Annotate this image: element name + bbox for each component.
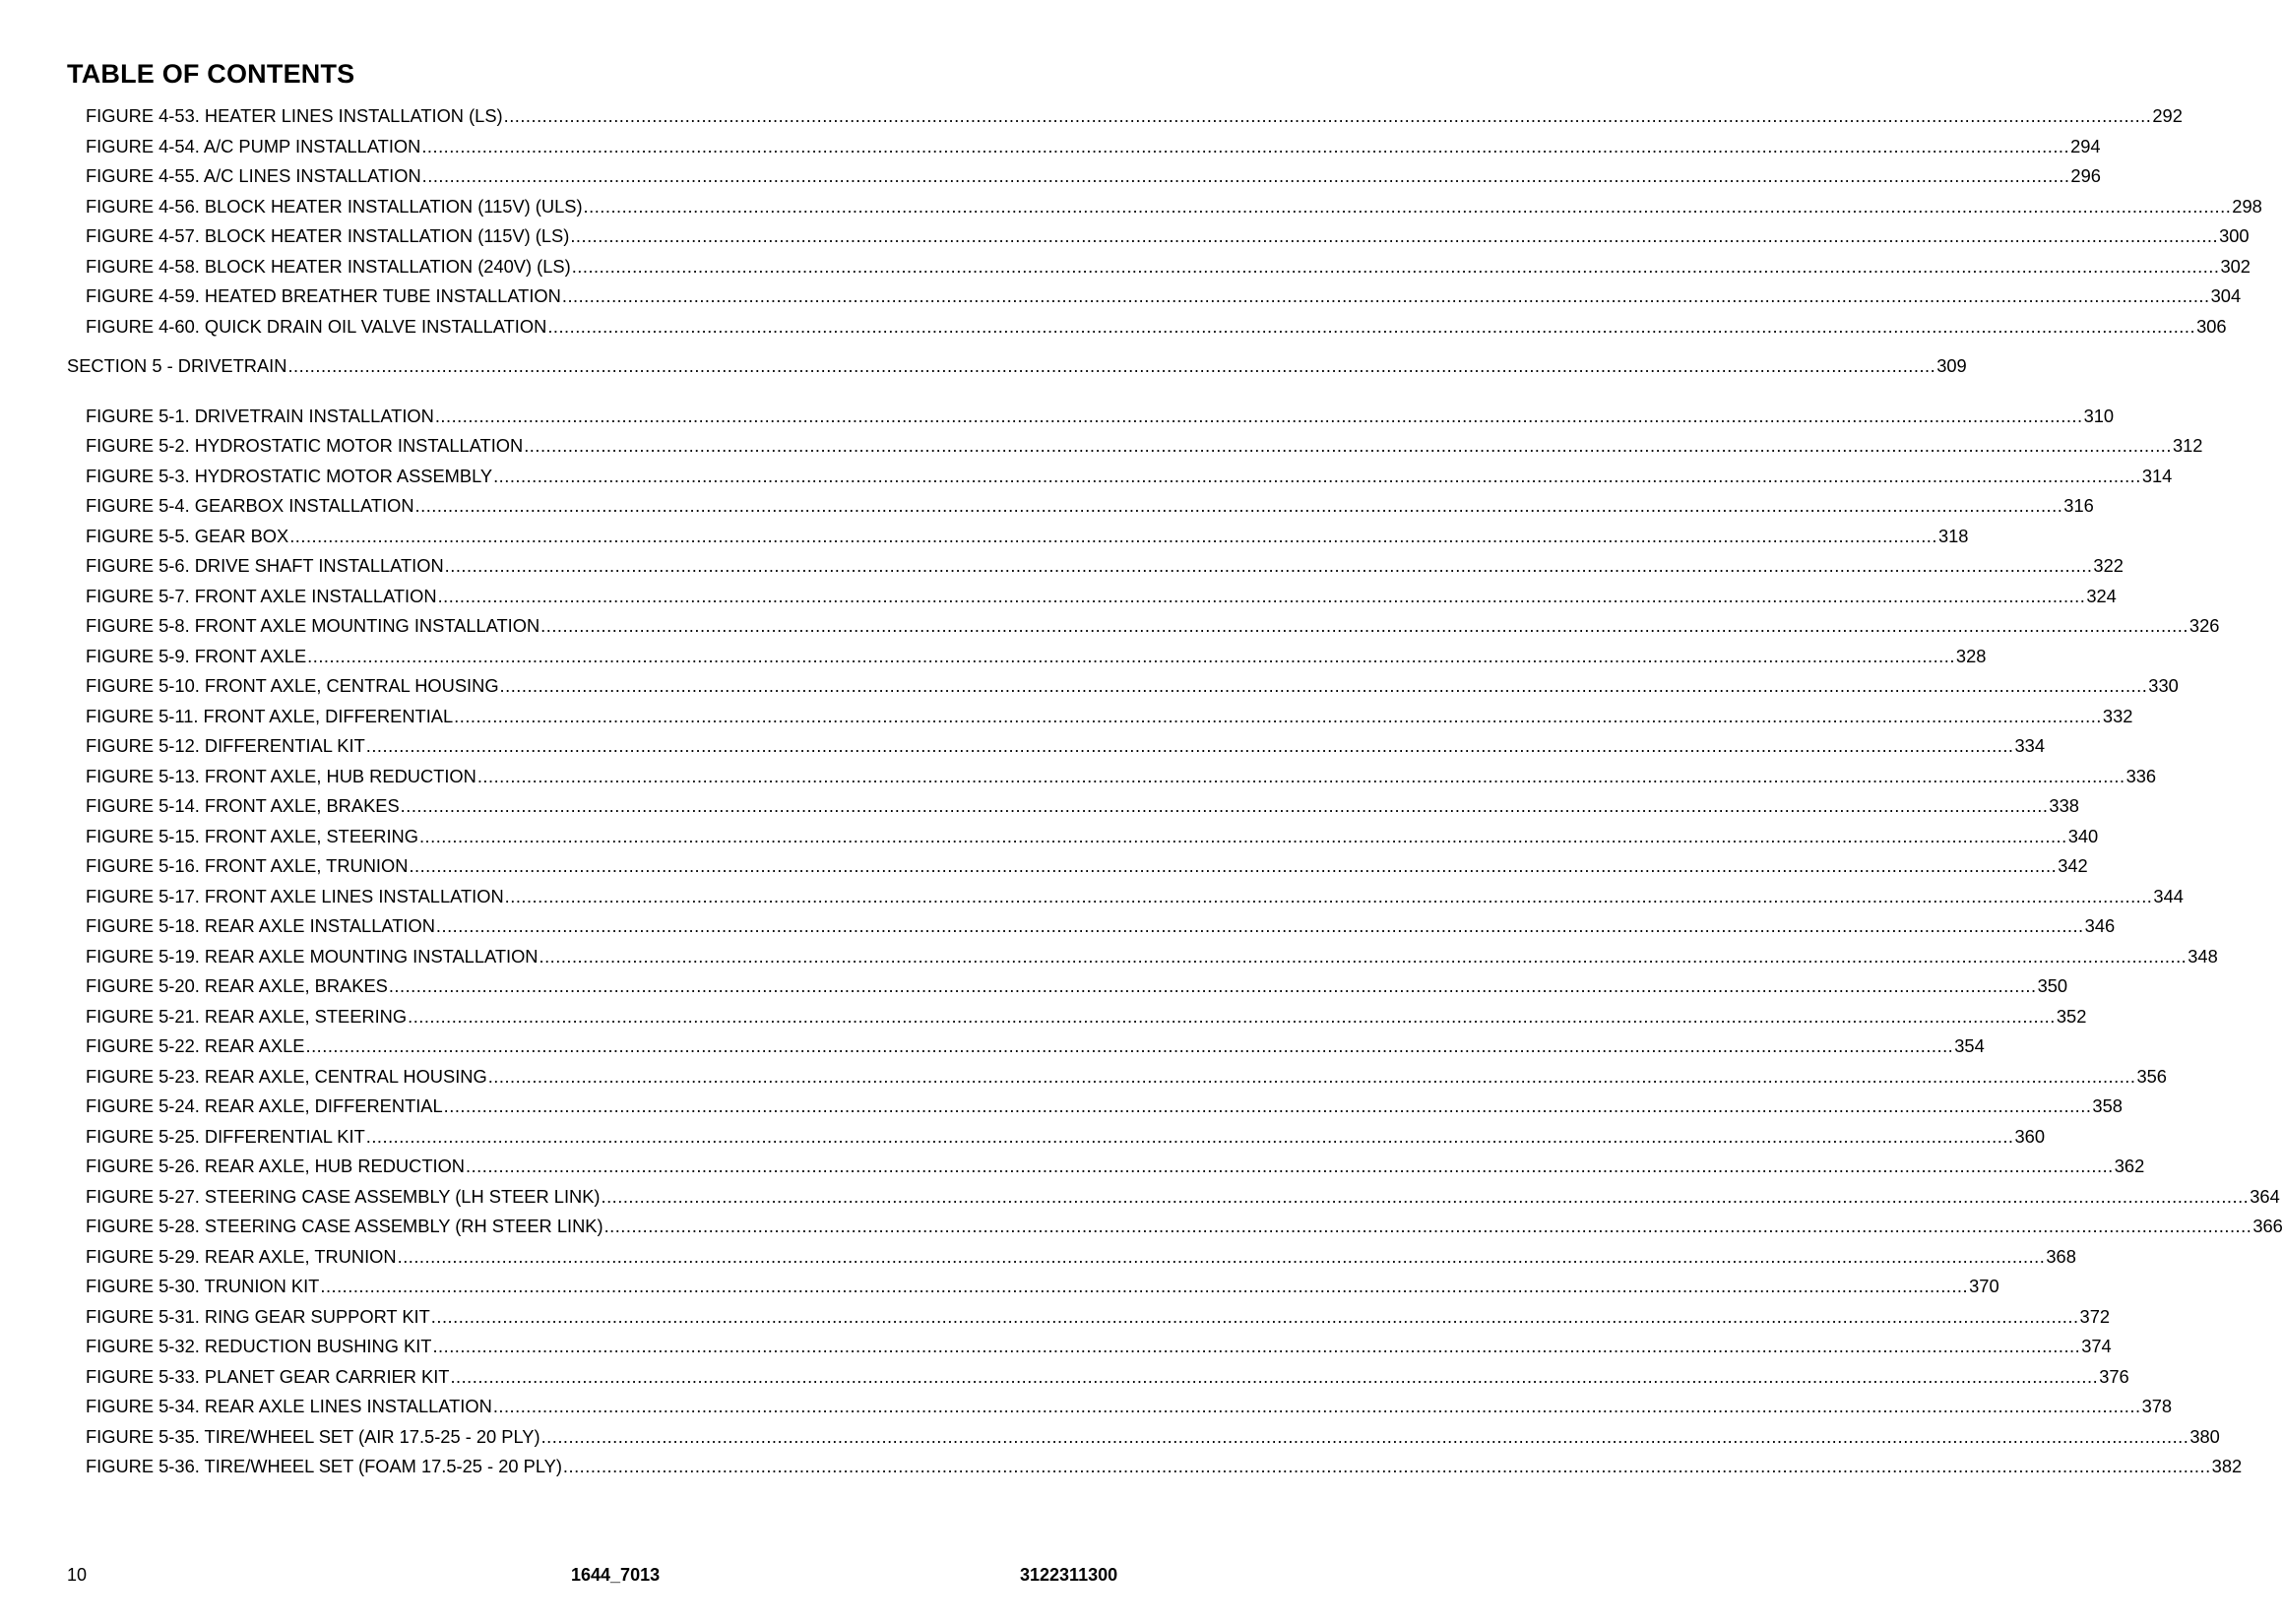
toc-dot-leader: ............................................................................................................................................................................................................................................................................................................ (540, 615, 2188, 636)
toc-entry-page: 309 (1936, 355, 1967, 376)
toc-figure-entry[interactable] (86, 645, 1987, 667)
toc-dot-leader: ............................................................................................................................................................................................................................................................................................................ (437, 585, 2086, 606)
toc-entry-label: FIGURE 5-8. FRONT AXLE MOUNTING INSTALLATION (86, 615, 540, 636)
toc-entry-label: FIGURE 5-2. HYDROSTATIC MOTOR INSTALLATION (86, 435, 524, 456)
toc-dot-leader: ............................................................................................................................................................................................................................................................................................................ (571, 255, 2220, 277)
toc-dot-leader: ............................................................................................................................................................................................................................................................................................................ (493, 465, 2141, 486)
toc-entry-page: 374 (2081, 1336, 2112, 1356)
toc-entry-page: 376 (2099, 1365, 2129, 1387)
toc-dot-leader: ............................................................................................................................................................................................................................................................................................................ (454, 705, 2102, 726)
toc-figure-entry[interactable] (86, 225, 2250, 247)
toc-entry-label: FIGURE 5-4. GEARBOX INSTALLATION (86, 495, 414, 516)
toc-entry-label: FIGURE 5-34. REAR AXLE LINES INSTALLATION (86, 1396, 492, 1416)
toc-entry-label: FIGURE 5-1. DRIVETRAIN INSTALLATION (86, 405, 434, 426)
toc-entry-page: 368 (2046, 1245, 2076, 1267)
toc-entry-page: 350 (2037, 975, 2068, 996)
toc-dot-leader: ............................................................................................................................................................................................................................................................................................................ (421, 135, 2070, 156)
toc-dot-leader: ............................................................................................................................................................................................................................................................................................................ (570, 225, 2219, 246)
toc-dot-leader: ............................................................................................................................................................................................................................................................................................................ (603, 1216, 2252, 1236)
toc-dot-leader: ............................................................................................................................................................................................................................................................................................................ (503, 105, 2152, 126)
toc-figure-entry[interactable] (86, 495, 2094, 517)
toc-entry-page: 304 (2210, 285, 2242, 306)
toc-entry-page: 292 (2152, 105, 2183, 126)
toc-dot-leader: ............................................................................................................................................................................................................................................................................................................ (307, 645, 1955, 666)
toc-dot-leader: ............................................................................................................................................................................................................................................................................................................ (539, 945, 2188, 967)
toc-figure-entry[interactable] (86, 1336, 2112, 1357)
toc-dot-leader: ............................................................................................................................................................................................................................................................................................................ (408, 1005, 2056, 1027)
toc-dot-leader: ............................................................................................................................................................................................................................................................................................................ (418, 825, 2067, 846)
toc-entry-page: 348 (2188, 945, 2218, 967)
toc-entry-page: 322 (2093, 555, 2124, 576)
toc-dot-leader: ............................................................................................................................................................................................................................................................................................................ (320, 1276, 1969, 1296)
toc-dot-leader: ............................................................................................................................................................................................................................................................................................................ (540, 1425, 2189, 1447)
toc-entry-page: 382 (2211, 1456, 2243, 1476)
toc-section-entry[interactable] (67, 355, 1967, 377)
footer-part-number: 3122311300 (1020, 1565, 1118, 1585)
toc-dot-leader: ............................................................................................................................................................................................................................................................................................................ (562, 1456, 2211, 1476)
toc-figure-entry[interactable] (86, 1216, 2283, 1237)
toc-figure-entry[interactable] (86, 255, 2251, 278)
toc-entry-label: FIGURE 5-10. FRONT AXLE, CENTRAL HOUSING (86, 675, 499, 696)
toc-entry-page: 340 (2067, 825, 2099, 846)
toc-entry-label: FIGURE 5-14. FRONT AXLE, BRAKES (86, 795, 400, 816)
footer-doc-code: 1644_7013 (571, 1565, 661, 1585)
toc-dot-leader: ............................................................................................................................................................................................................................................................................................................ (421, 165, 2070, 186)
toc-dot-leader: ............................................................................................................................................................................................................................................................................................................ (365, 735, 2014, 756)
toc-entry-page: 358 (2092, 1095, 2123, 1116)
toc-figure-entry[interactable] (86, 615, 2220, 637)
toc-entry-label: FIGURE 5-15. FRONT AXLE, STEERING (86, 825, 418, 846)
toc-entry-label: FIGURE 4-55. A/C LINES INSTALLATION (86, 165, 421, 186)
toc-entry-page: 326 (2188, 615, 2220, 636)
toc-figure-entry[interactable] (86, 915, 2116, 937)
toc-entry-label: FIGURE 5-19. REAR AXLE MOUNTING INSTALLATION (86, 945, 539, 967)
toc-entry-page: 342 (2058, 855, 2088, 876)
toc-entry-page: 372 (2079, 1305, 2111, 1327)
toc-entry-label: FIGURE 5-3. HYDROSTATIC MOTOR ASSEMBLY (86, 465, 493, 486)
toc-entry-page: 310 (2083, 405, 2115, 426)
toc-entry-label: FIGURE 5-29. REAR AXLE, TRUNION (86, 1245, 397, 1267)
page-title: TABLE OF CONTENTS (67, 59, 355, 89)
toc-entry-page: 324 (2086, 585, 2117, 606)
toc-entry-label: FIGURE 5-7. FRONT AXLE INSTALLATION (86, 585, 437, 606)
toc-dot-leader: ............................................................................................................................................................................................................................................................................................................ (430, 1305, 2079, 1327)
toc-entry-page: 336 (2125, 765, 2157, 786)
toc-entry-page: 316 (2063, 495, 2094, 516)
toc-entry-label: FIGURE 5-35. TIRE/WHEEL SET (AIR 17.5-25 - 20 PLY) (86, 1425, 540, 1447)
toc-figure-entry[interactable] (86, 585, 2117, 607)
toc-figure-entry[interactable] (86, 1185, 2280, 1208)
toc-entry-page: 378 (2141, 1396, 2173, 1416)
toc-entry-page: 302 (2220, 255, 2251, 277)
toc-entry-page: 300 (2219, 225, 2250, 246)
toc-figure-entry[interactable] (86, 795, 2079, 817)
toc-entry-page: 298 (2232, 195, 2262, 217)
toc-figure-entry[interactable] (86, 1035, 1985, 1057)
toc-entry-page: 312 (2172, 435, 2203, 456)
toc-entry-label: FIGURE 5-9. FRONT AXLE (86, 645, 307, 666)
toc-entry-label: FIGURE 5-6. DRIVE SHAFT INSTALLATION (86, 555, 444, 576)
toc-entry-label: FIGURE 5-31. RING GEAR SUPPORT KIT (86, 1305, 430, 1327)
toc-dot-leader: ............................................................................................................................................................................................................................................................................................................ (499, 675, 2148, 696)
toc-entry-page: 366 (2252, 1216, 2283, 1236)
toc-dot-leader: ............................................................................................................................................................................................................................................................................................................ (434, 405, 2083, 426)
toc-dot-leader: ............................................................................................................................................................................................................................................................................................................ (561, 285, 2210, 306)
toc-figure-entry[interactable] (86, 1305, 2111, 1328)
toc-figure-entry[interactable] (86, 405, 2115, 427)
toc-figure-entry[interactable] (86, 885, 2184, 907)
toc-entry-page: 318 (1937, 525, 1969, 546)
toc-entry-page: 330 (2148, 675, 2179, 696)
toc-entry-label: FIGURE 5-12. DIFFERENTIAL KIT (86, 735, 365, 756)
toc-figure-entry[interactable] (86, 435, 2203, 457)
toc-entry-label: FIGURE 5-24. REAR AXLE, DIFFERENTIAL (86, 1095, 443, 1116)
toc-entry-label: FIGURE 5-17. FRONT AXLE LINES INSTALLATION (86, 885, 504, 906)
toc-figure-entry[interactable] (86, 1156, 2145, 1177)
toc-entry-page: 364 (2250, 1185, 2280, 1207)
toc-dot-leader: ............................................................................................................................................................................................................................................................................................................ (432, 1336, 2081, 1356)
toc-entry-page: 370 (1969, 1276, 1999, 1296)
toc-entry-label: FIGURE 5-5. GEAR BOX (86, 525, 289, 546)
toc-entry-page: 332 (2102, 705, 2133, 726)
toc-entry-label: FIGURE 4-59. HEATED BREATHER TUBE INSTALLATION (86, 285, 561, 306)
toc-figure-entry[interactable] (86, 465, 2173, 487)
toc-entry-label: FIGURE 5-23. REAR AXLE, CENTRAL HOUSING (86, 1065, 487, 1087)
toc-entry-label: FIGURE 4-60. QUICK DRAIN OIL VALVE INSTALLATION (86, 315, 547, 337)
toc-entry-page: 346 (2084, 915, 2116, 936)
toc-entry-page: 338 (2049, 795, 2079, 816)
toc-dot-leader: ............................................................................................................................................................................................................................................................................................................ (466, 1156, 2114, 1176)
toc-entry-label: SECTION 5 - DRIVETRAIN (67, 355, 287, 376)
toc-figure-entry[interactable] (86, 1276, 1999, 1297)
toc-figure-entry[interactable] (86, 285, 2242, 307)
toc-entry-label: FIGURE 5-22. REAR AXLE (86, 1035, 305, 1056)
footer-page-number: 10 (67, 1565, 88, 1585)
toc-figure-entry[interactable] (86, 1365, 2129, 1388)
toc-dot-leader: ............................................................................................................................................................................................................................................................................................................ (409, 855, 2058, 876)
toc-entry-label: FIGURE 5-25. DIFFERENTIAL KIT (86, 1125, 365, 1147)
toc-figure-entry[interactable] (86, 705, 2133, 727)
toc-entry-label: FIGURE 5-18. REAR AXLE INSTALLATION (86, 915, 435, 936)
toc-figure-entry[interactable] (86, 1095, 2123, 1117)
toc-dot-leader: ............................................................................................................................................................................................................................................................................................................ (388, 975, 2037, 996)
toc-entry-label: FIGURE 5-11. FRONT AXLE, DIFFERENTIAL (86, 705, 454, 726)
toc-entry-label: FIGURE 5-33. PLANET GEAR CARRIER KIT (86, 1365, 450, 1387)
toc-entry-label: FIGURE 5-16. FRONT AXLE, TRUNION (86, 855, 409, 876)
toc-figure-entry[interactable] (86, 1396, 2173, 1417)
toc-entry-page: 306 (2196, 315, 2227, 337)
toc-figure-entry[interactable] (86, 1245, 2076, 1268)
toc-dot-leader: ............................................................................................................................................................................................................................................................................................................ (287, 355, 1936, 376)
toc-entry-label: FIGURE 4-54. A/C PUMP INSTALLATION (86, 135, 421, 156)
toc-dot-leader: ............................................................................................................................................................................................................................................................................................................ (435, 915, 2084, 936)
toc-entry-page: 362 (2114, 1156, 2145, 1176)
toc-entry-label: FIGURE 5-20. REAR AXLE, BRAKES (86, 975, 388, 996)
toc-dot-leader: ............................................................................................................................................................................................................................................................................................................ (305, 1035, 1954, 1056)
toc-figure-entry[interactable] (86, 135, 2101, 157)
toc-figure-entry[interactable] (86, 825, 2099, 847)
toc-figure-entry[interactable] (86, 165, 2101, 187)
toc-figure-entry[interactable] (86, 945, 2218, 968)
toc-entry-label: FIGURE 4-53. HEATER LINES INSTALLATION (LS) (86, 105, 503, 126)
toc-figure-entry[interactable] (86, 765, 2157, 787)
toc-dot-leader: ............................................................................................................................................................................................................................................................................................................ (414, 495, 2063, 516)
toc-dot-leader: ............................................................................................................................................................................................................................................................................................................ (365, 1125, 2014, 1147)
toc-dot-leader: ............................................................................................................................................................................................................................................................................................................ (504, 885, 2153, 906)
toc-entry-label: FIGURE 5-13. FRONT AXLE, HUB REDUCTION (86, 765, 476, 786)
toc-entry-page: 334 (2014, 735, 2046, 756)
toc-entry-label: FIGURE 5-26. REAR AXLE, HUB REDUCTION (86, 1156, 466, 1176)
toc-dot-leader: ............................................................................................................................................................................................................................................................................................................ (444, 555, 2093, 576)
toc-dot-leader: ............................................................................................................................................................................................................................................................................................................ (601, 1185, 2250, 1207)
toc-figure-entry[interactable] (86, 555, 2124, 577)
toc-figure-entry[interactable] (86, 195, 2262, 218)
toc-dot-leader: ............................................................................................................................................................................................................................................................................................................ (443, 1095, 2092, 1116)
toc-entry-page: 328 (1955, 645, 1987, 666)
toc-entry-label: FIGURE 4-56. BLOCK HEATER INSTALLATION (115V) (ULS) (86, 195, 583, 217)
toc-figure-entry[interactable] (86, 975, 2068, 997)
toc-dot-leader: ............................................................................................................................................................................................................................................................................................................ (583, 195, 2232, 217)
toc-dot-leader: ............................................................................................................................................................................................................................................................................................................ (492, 1396, 2141, 1416)
toc-entry-label: FIGURE 5-27. STEERING CASE ASSEMBLY (LH STEER LINK) (86, 1185, 601, 1207)
toc-dot-leader: ............................................................................................................................................................................................................................................................................................................ (289, 525, 1937, 546)
toc-figure-entry[interactable] (86, 105, 2183, 127)
toc-entry-page: 314 (2141, 465, 2173, 486)
toc-entry-page: 354 (1954, 1035, 1985, 1056)
toc-figure-entry[interactable] (86, 1065, 2167, 1088)
toc-entry-label: FIGURE 5-36. TIRE/WHEEL SET (FOAM 17.5-25 - 20 PLY) (86, 1456, 562, 1476)
toc-figure-entry[interactable] (86, 855, 2088, 877)
toc-entry-page: 380 (2189, 1425, 2220, 1447)
toc-dot-leader: ............................................................................................................................................................................................................................................................................................................ (476, 765, 2125, 786)
toc-dot-leader: ............................................................................................................................................................................................................................................................................................................ (547, 315, 2196, 337)
toc-dot-leader: ............................................................................................................................................................................................................................................................................................................ (450, 1365, 2099, 1387)
toc-dot-leader: ............................................................................................................................................................................................................................................................................................................ (400, 795, 2049, 816)
toc-dot-leader: ............................................................................................................................................................................................................................................................................................................ (524, 435, 2172, 456)
toc-entry-page: 296 (2070, 165, 2101, 186)
toc-entry-page: 360 (2014, 1125, 2046, 1147)
toc-entry-label: FIGURE 4-57. BLOCK HEATER INSTALLATION (115V) (LS) (86, 225, 570, 246)
page-footer (0, 1565, 1255, 1589)
toc-entry-label: FIGURE 5-30. TRUNION KIT (86, 1276, 320, 1296)
toc-entry-label: FIGURE 4-58. BLOCK HEATER INSTALLATION (240V) (LS) (86, 255, 571, 277)
toc-entry-label: FIGURE 5-32. REDUCTION BUSHING KIT (86, 1336, 432, 1356)
toc-dot-leader: ............................................................................................................................................................................................................................................................................................................ (397, 1245, 2046, 1267)
toc-dot-leader: ............................................................................................................................................................................................................................................................................................................ (487, 1065, 2136, 1087)
toc-figure-entry[interactable] (86, 1456, 2243, 1477)
toc-figure-entry[interactable] (86, 1125, 2046, 1148)
toc-figure-entry[interactable] (86, 675, 2179, 697)
toc-entry-label: FIGURE 5-28. STEERING CASE ASSEMBLY (RH STEER LINK) (86, 1216, 603, 1236)
toc-entry-page: 344 (2153, 885, 2184, 906)
toc-entry-page: 356 (2136, 1065, 2167, 1087)
toc-figure-entry[interactable] (86, 315, 2227, 338)
toc-figure-entry[interactable] (86, 1005, 2087, 1028)
toc-figure-entry[interactable] (86, 1425, 2220, 1448)
toc-figure-entry[interactable] (86, 735, 2046, 757)
toc-entry-label: FIGURE 5-21. REAR AXLE, STEERING (86, 1005, 408, 1027)
toc-figure-entry[interactable] (86, 525, 1969, 547)
toc-entry-page: 294 (2070, 135, 2101, 156)
toc-entry-page: 352 (2056, 1005, 2087, 1027)
